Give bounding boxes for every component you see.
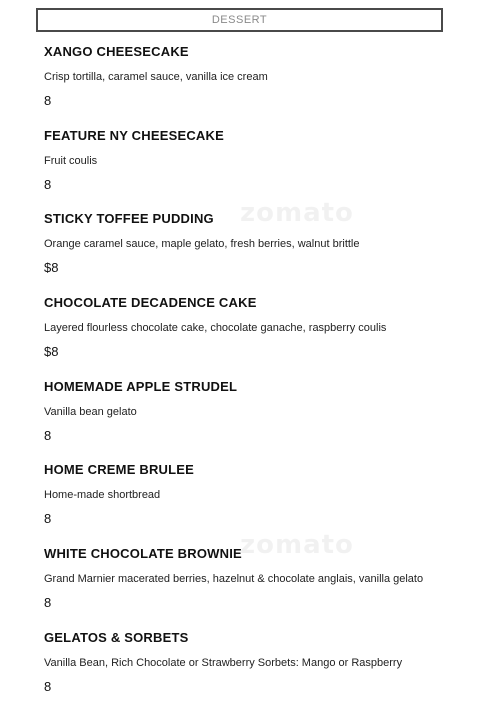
menu-item-name: STICKY TOFFEE PUDDING (44, 211, 214, 227)
menu-item-description: Home-made shortbread (44, 489, 161, 502)
menu-item (44, 462, 474, 546)
zomato-watermark: zomato (240, 530, 354, 560)
menu-item-description: Vanilla Bean, Rich Chocolate or Strawberry Sorbets: Mango or Raspberry (44, 656, 403, 669)
menu-item-price: 8 (44, 595, 52, 611)
dessert-menu-list (44, 44, 474, 714)
menu-item-price: $8 (44, 260, 59, 276)
section-title: DESSERT (211, 14, 268, 26)
menu-item (44, 44, 474, 128)
menu-item (44, 128, 474, 212)
menu-item (44, 630, 474, 714)
section-header-dessert (36, 8, 443, 32)
menu-item-price: $8 (44, 344, 59, 360)
menu-item-description: Vanilla bean gelato (44, 405, 137, 418)
menu-item-description: Crisp tortilla, caramel sauce, vanilla ice cream (44, 71, 268, 83)
menu-item-price: 8 (44, 427, 52, 443)
menu-item-description: Orange caramel sauce, maple gelato, fresh berries, walnut brittle (44, 238, 360, 251)
menu-item-price: 8 (44, 678, 52, 694)
menu-item-description: Grand Marnier macerated berries, hazelnut & chocolate anglais, vanilla gelato (44, 573, 424, 586)
menu-item-name: CHOCOLATE DECADENCE CAKE (44, 295, 257, 311)
menu-item-name: WHITE CHOCOLATE BROWNIE (44, 546, 242, 562)
menu-item-price: 8 (44, 93, 52, 108)
menu-item (44, 295, 474, 379)
menu-item-name: XANGO CHEESECAKE (44, 44, 189, 59)
menu-item (44, 546, 474, 630)
zomato-watermark: zomato (240, 198, 354, 228)
menu-item (44, 379, 474, 463)
menu-item-description: Fruit coulis (44, 154, 98, 167)
menu-item-description: Layered flourless chocolate cake, chocolate ganache, raspberry coulis (44, 322, 387, 335)
menu-item-price: 8 (44, 511, 52, 527)
menu-item-name: FEATURE NY CHEESECAKE (44, 127, 224, 143)
menu-item (44, 211, 474, 295)
menu-item-price: 8 (44, 176, 52, 192)
menu-item-name: GELATOS & SORBETS (44, 629, 189, 645)
menu-item-name: HOMEMADE APPLE STRUDEL (44, 378, 238, 394)
menu-item-name: HOME CREME BRULEE (44, 462, 195, 478)
